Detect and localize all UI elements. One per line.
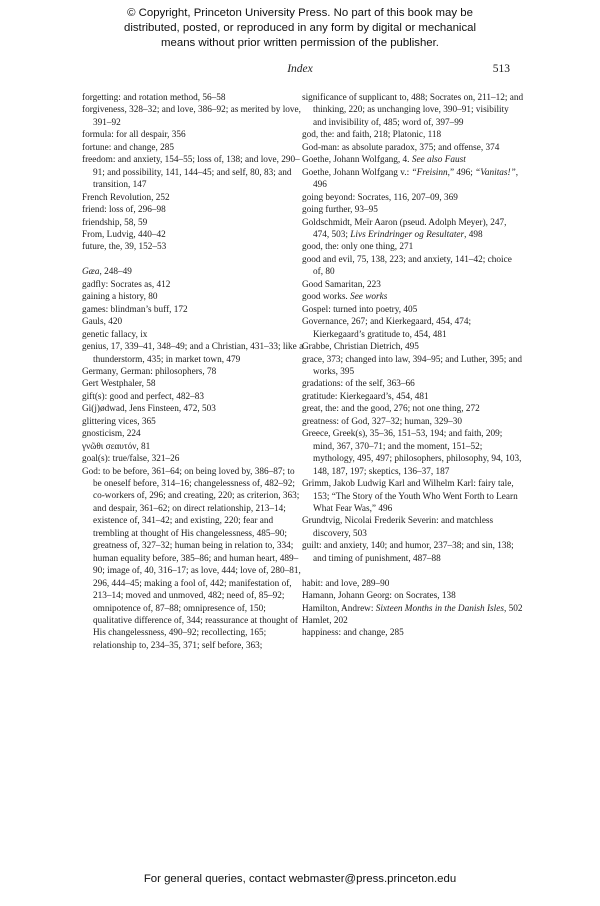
index-entry: Gæa, 248–49 (82, 267, 132, 278)
index-entry: gadfly: Socrates as, 412 (82, 279, 171, 290)
index-entry: genetic fallacy, ix (82, 329, 148, 340)
italic-title: “Freisinn (411, 167, 448, 178)
index-entry: Grundtvig, Nicolai Frederik Severin: and matchless discovery, 503 (302, 516, 494, 539)
italic-title: See works (350, 292, 388, 303)
copyright-notice (0, 6, 600, 51)
italic-title: Gæa (82, 267, 100, 278)
index-entry: goal(s): true/false, 321–26 (82, 454, 180, 465)
index-entry: Greece, Greek(s), 35–36, 151–53, 194; and faith, 209; mind, 367, 370–71; and the moment, 151–52; mythology, 495, 497; philosophers, philosophy, 94, 103, 148, 187, 197; skeptics, 136–37, 187 (302, 429, 522, 477)
index-entry: gnosticism, 224 (82, 429, 141, 440)
italic-title: See also Faust (411, 155, 466, 166)
index-entry: Goethe, Johann Wolfgang, 4. See also Faust (302, 155, 466, 166)
italic-title: Livs Erindringer og Resultater (350, 229, 465, 240)
index-entry: gift(s): good and perfect, 482–83 (82, 391, 205, 402)
index-entry: forgetting: and rotation method, 56–58 (82, 93, 226, 103)
index-entry: γνῶθι σεαυτόν, 81 (82, 441, 151, 452)
index-entry: happiness: and change, 285 (302, 628, 404, 639)
index-entry: Hamlet, 202 (302, 616, 348, 627)
index-entry: friend: loss of, 296–98 (82, 205, 166, 216)
index-entry: Goldschmidt, Meïr Aaron (pseud. Adolph Meyer), 247, 474, 503; Livs Erindringer og Resultater, 498 (302, 217, 507, 240)
index-entry: French Revolution, 252 (82, 192, 170, 203)
index-entry: formula: for all despair, 356 (82, 130, 186, 141)
index-entry: habit: and love, 289–90 (302, 578, 390, 589)
index-entry: Gauls, 420 (82, 317, 123, 328)
index-entry: glittering vices, 365 (82, 416, 156, 427)
index-entry: Grimm, Jakob Ludwig Karl and Wilhelm Karl: fairy tale, 153; “The Story of the Youth Who Went Forth to Learn What Fear Was,” 496 (302, 479, 518, 514)
index-entry: Hamann, Johann Georg: on Socrates, 138 (302, 591, 456, 602)
index-entry: Hamilton, Andrew: Sixteen Months in the Danish Isles, 502 (302, 603, 523, 614)
index-entry: future, the, 39, 152–53 (82, 242, 167, 253)
index-entry: Good Samaritan, 223 (302, 279, 381, 290)
italic-title: “Vanitas!” (475, 167, 516, 178)
index-entry: good, the: only one thing, 271 (302, 242, 414, 253)
index-entry: gratitude: Kierkegaard’s, 454, 481 (302, 391, 429, 402)
index-entry: fortune: and change, 285 (82, 142, 174, 153)
index-entry: Gi(j)ødwad, Jens Finsteen, 472, 503 (82, 404, 216, 415)
index-entry: Grabbe, Christian Dietrich, 495 (302, 342, 419, 353)
index-entry: grace, 373; changed into law, 394–95; and Luther, 395; and works, 395 (302, 354, 522, 377)
index-entry: God: to be before, 361–64; on being loved by, 386–87; to be oneself before, 314–16; changelessness of, 482–92; co-workers of, 296; and creating, 220; as criterion, 363; and despair, 361–62; on direct relationship, 213–14; existence of, 341–42; and existing, 220; fear and trembling at thought of His changelessness, 485–90; greatness of, 327–32; human being in relation to, 334; human equality before, 385–86; and human heart, 489–90; image of, 40, 316–17; as love, 444; love of, 280–81, 296, 444–45; making a fool of, 442; manifestation of, 213–14; moved and unmoved, 482; need of, 85–92; omnipotence of, 87–88; omnipresence of, 150; qualitative difference of, 344; reassurance at thought of His changelessness, 490–92; recollecting, 165; relationship to, 234–35, 371; self before, 363; (82, 466, 301, 651)
index-entry: forgiveness, 328–32; and love, 386–92; as merited by love, 391–92 (82, 105, 301, 128)
index-entry: good works. See works (302, 292, 388, 303)
index-entry: Gospel: turned into poetry, 405 (302, 304, 418, 315)
index-entry: freedom: and anxiety, 154–55; loss of, 138; and love, 290–91; and possibility, 141, 144–45; and self, 80, 83; and transition, 147 (82, 155, 300, 191)
index-entry: Goethe, Johann Wolfgang v.: “Freisinn,” 496; “Vanitas!”, 496 (302, 167, 519, 191)
section-gap (82, 254, 304, 266)
running-head (0, 62, 600, 76)
index-entry: games: blindman’s buff, 172 (82, 304, 188, 315)
index-entry: Gert Westphaler, 58 (82, 379, 156, 390)
index-entry: gaining a history, 80 (82, 292, 158, 303)
footer-contact: For general queries, contact webmaster@press.princeton.edu (143, 873, 457, 885)
index-entry: guilt: and anxiety, 140; and humor, 237–38; and sin, 138; and timing of punishment, 487–88 (302, 541, 514, 564)
index-entry: gradations: of the self, 363–66 (302, 379, 415, 390)
index-entry: going beyond: Socrates, 116, 207–09, 369 (302, 192, 458, 203)
index-entry: great, the: and the good, 276; not one thing, 272 (302, 404, 480, 415)
index-entry: God-man: as absolute paradox, 375; and offense, 374 (302, 142, 500, 153)
index-entry: going further, 93–95 (302, 205, 378, 216)
italic-title: Sixteen Months in the Danish Isles (375, 603, 504, 614)
index-column-right (302, 92, 524, 640)
index-entry: Germany, German: philosophers, 78 (82, 366, 217, 377)
index-entry: From, Ludvig, 440–42 (82, 229, 166, 240)
copyright-line: © Copyright, Princeton University Press. No part of this book may be (127, 7, 473, 19)
index-entry: Governance, 267; and Kierkegaard, 454, 474; Kierkegaard’s gratitude to, 454, 481 (302, 317, 472, 340)
index-entry: greatness: of God, 327–32; human, 329–30 (302, 416, 463, 427)
index-entry: genius, 17, 339–41, 348–49; and a Christian, 431–33; like a thunderstorm, 435; in market town, 479 (82, 342, 304, 365)
index-entry: friendship, 58, 59 (82, 217, 148, 228)
copyright-line: distributed, posted, or reproduced in any form by digital or mechanical (123, 22, 477, 34)
index-entry: good and evil, 75, 138, 223; and anxiety, 141–42; choice of, 80 (302, 254, 512, 278)
copyright-line: means without prior written permission of the publisher. (161, 37, 439, 49)
running-head-title: Index (287, 63, 313, 75)
section-gap (302, 565, 524, 577)
index-column-left (82, 92, 304, 652)
page-number: 513 (492, 63, 510, 75)
index-entry: god, the: and faith, 218; Platonic, 118 (302, 130, 442, 141)
index-entry: significance of supplicant to, 488; Socrates on, 211–12; and thinking, 220; as unchanging love, 390–91; visibility and invisibility of, 485; word of, 397–99 (302, 93, 524, 128)
